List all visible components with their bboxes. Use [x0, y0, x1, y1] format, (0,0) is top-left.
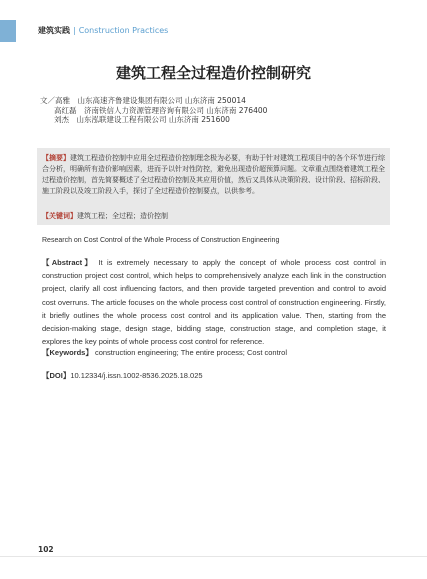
author-line: 刘杰 山东泓联建设工程有限公司 山东济南 251600 — [54, 115, 230, 124]
bottom-rule — [0, 556, 427, 557]
section-label: 建筑实践 — [38, 26, 70, 35]
author-line: 文／高雅 山东高速齐鲁建设集团有限公司 山东济南 250014 — [40, 96, 246, 105]
keywords-en-text: construction engineering; The entire process; Cost control — [92, 348, 287, 357]
section-label-en: Construction Practices — [78, 26, 169, 35]
keywords-en-label: 【Keywords】 — [42, 348, 93, 357]
abstract-en-text: It is extremely necessary to apply the concept of whole process cost control in construction project cost control, which helps to comprehensively analyze each link in the construction project, clarify all cost influencing factors, and then provide targeted prevention and control to avoid cost overruns. The article focuses on the whole process cost control of construction engineering. Firstly, it briefly outlines the whole process cost control and its application value. Then, starting from the decision-making stage, design stage, bidding stage, construction stage, and completion stage, it explores the key points of whole process cost control for reference. — [42, 258, 386, 347]
article-title: 建筑工程全过程造价控制研究 — [115, 64, 311, 82]
english-title: Research on Cost Control of the Whole Process of Construction Engineering — [42, 237, 280, 244]
abstract-en-label: 【Abstract】 — [42, 258, 95, 267]
abstract-cn-text: 建筑工程造价控制中应用全过程造价控制理念极为必要，有助于针对建筑工程项目中的各个环节进行综合分析，明确所有造价影响因素，进而予以针对性防控，避免出现造价超预算问题。文章重点围绕着建筑工程全过程造价控制，首先简要概述了全过程造价控制及其应用价值，然后又具体从决策阶段、设计阶段、招标阶段、施工阶段以及竣工阶段入手，探讨了全过程造价控制要点，以供参考。 — [42, 154, 385, 195]
header-separator: | — [73, 26, 76, 35]
author-block — [40, 96, 267, 125]
abstract-cn-label: 【摘要】 — [42, 154, 70, 162]
doi-label: 【DOI】 — [42, 371, 71, 380]
abstract-cn — [42, 153, 386, 197]
keywords-cn — [42, 211, 386, 221]
keywords-cn-label: 【关键词】 — [42, 212, 77, 220]
doi-line — [42, 371, 386, 381]
page-number: 102 — [38, 545, 54, 554]
abstract-en — [42, 256, 386, 348]
doi-text: 10.12334/j.issn.1002-8536.2025.18.025 — [70, 371, 203, 380]
corner-tab — [0, 20, 16, 42]
author-line: 高红磊 济南铁信人力资源管理咨询有限公司 山东济南 276400 — [54, 105, 268, 115]
running-header — [38, 26, 168, 36]
keywords-cn-text: 建筑工程；全过程；造价控制 — [77, 212, 168, 220]
keywords-en — [42, 348, 386, 358]
